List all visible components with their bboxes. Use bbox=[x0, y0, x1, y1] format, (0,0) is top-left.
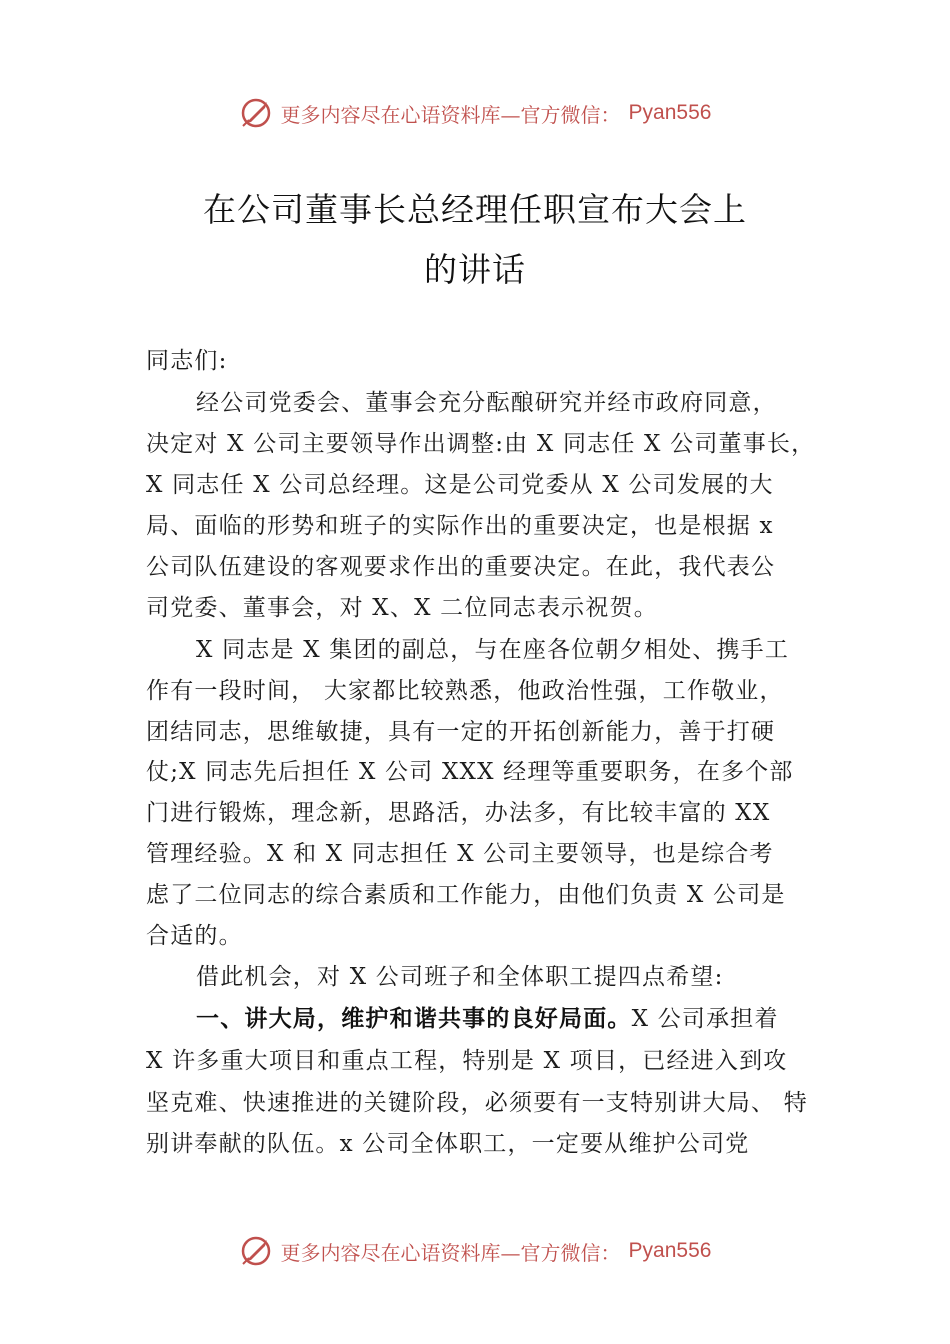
watermark-code: Pyan556 bbox=[628, 1239, 712, 1262]
paragraph-line: 团结同志，思维敏捷，具有一定的开拓创新能力，善于打硬 bbox=[146, 719, 776, 745]
paragraph-line: 门进行锻炼，理念新，思路活，办法多，有比较丰富的 XX bbox=[146, 800, 771, 826]
watermark-code: Pyan556 bbox=[628, 101, 712, 124]
paragraph-line: X 同志任 X 公司总经理。这是公司党委从 X 公司发展的大 bbox=[146, 472, 774, 498]
watermark-banner-bottom bbox=[0, 1234, 950, 1268]
paragraph-line: X 同志是 X 集团的副总，与在座各位朝夕相处、携手工 bbox=[196, 637, 790, 663]
greeting: 同志们: bbox=[146, 348, 228, 374]
paragraph-line: 决定对 X 公司主要领导作出调整:由 X 同志任 X 公司董事长， bbox=[146, 431, 816, 457]
paragraph-line: 别讲奉献的队伍。x 公司全体职工，一定要从维护公司党 bbox=[146, 1131, 750, 1157]
paragraph-line: 公司队伍建设的客观要求作出的重要决定。在此，我代表公 bbox=[146, 554, 776, 580]
quill-logo-icon bbox=[239, 1234, 273, 1268]
paragraph-line: 合适的。 bbox=[146, 923, 243, 949]
quill-logo-icon bbox=[239, 96, 273, 130]
paragraph-line: 借此机会，对 X 公司班子和全体职工提四点希望: bbox=[196, 964, 724, 990]
paragraph-line: 坚克难、快速推进的关键阶段，必须要有一支特别讲大局、 特 bbox=[146, 1090, 808, 1116]
paragraph-line: 司党委、董事会，对 X、X 二位同志表示祝贺。 bbox=[146, 595, 658, 621]
paragraph-line: 作有一段时间， 大家都比较熟悉，他政治性强，工作敬业， bbox=[146, 678, 784, 704]
document-title-line-2: 的讲话 bbox=[424, 250, 526, 289]
paragraph-line: 经公司党委会、董事会充分酝酿研究并经市政府同意， bbox=[196, 390, 777, 416]
point-1-text: X 公司承担着 bbox=[631, 1006, 779, 1032]
point-1-line bbox=[196, 999, 826, 1040]
document-title-line-1: 在公司董事长总经理任职宣布大会上 bbox=[203, 190, 747, 229]
paragraph-line: X 许多重大项目和重点工程，特别是 X 项目，已经进入到攻 bbox=[146, 1048, 788, 1074]
point-1-heading: 一、讲大局，维护和谐共事的良好局面。 bbox=[196, 1006, 632, 1032]
paragraph-line: 局、面临的形势和班子的实际作出的重要决定，也是根据 x bbox=[146, 513, 774, 539]
watermark-banner-top bbox=[0, 96, 950, 130]
paragraph-line: 仗;X 同志先后担任 X 公司 XXX 经理等重要职务，在多个部 bbox=[146, 759, 794, 785]
paragraph-line: 虑了二位同志的综合素质和工作能力，由他们负责 X 公司是 bbox=[146, 882, 786, 908]
watermark-text: 更多内容尽在心语资料库—官方微信： bbox=[280, 1240, 621, 1265]
watermark-text: 更多内容尽在心语资料库—官方微信： bbox=[280, 102, 621, 127]
paragraph-line: 管理经验。X 和 X 同志担任 X 公司主要领导，也是综合考 bbox=[146, 841, 774, 867]
